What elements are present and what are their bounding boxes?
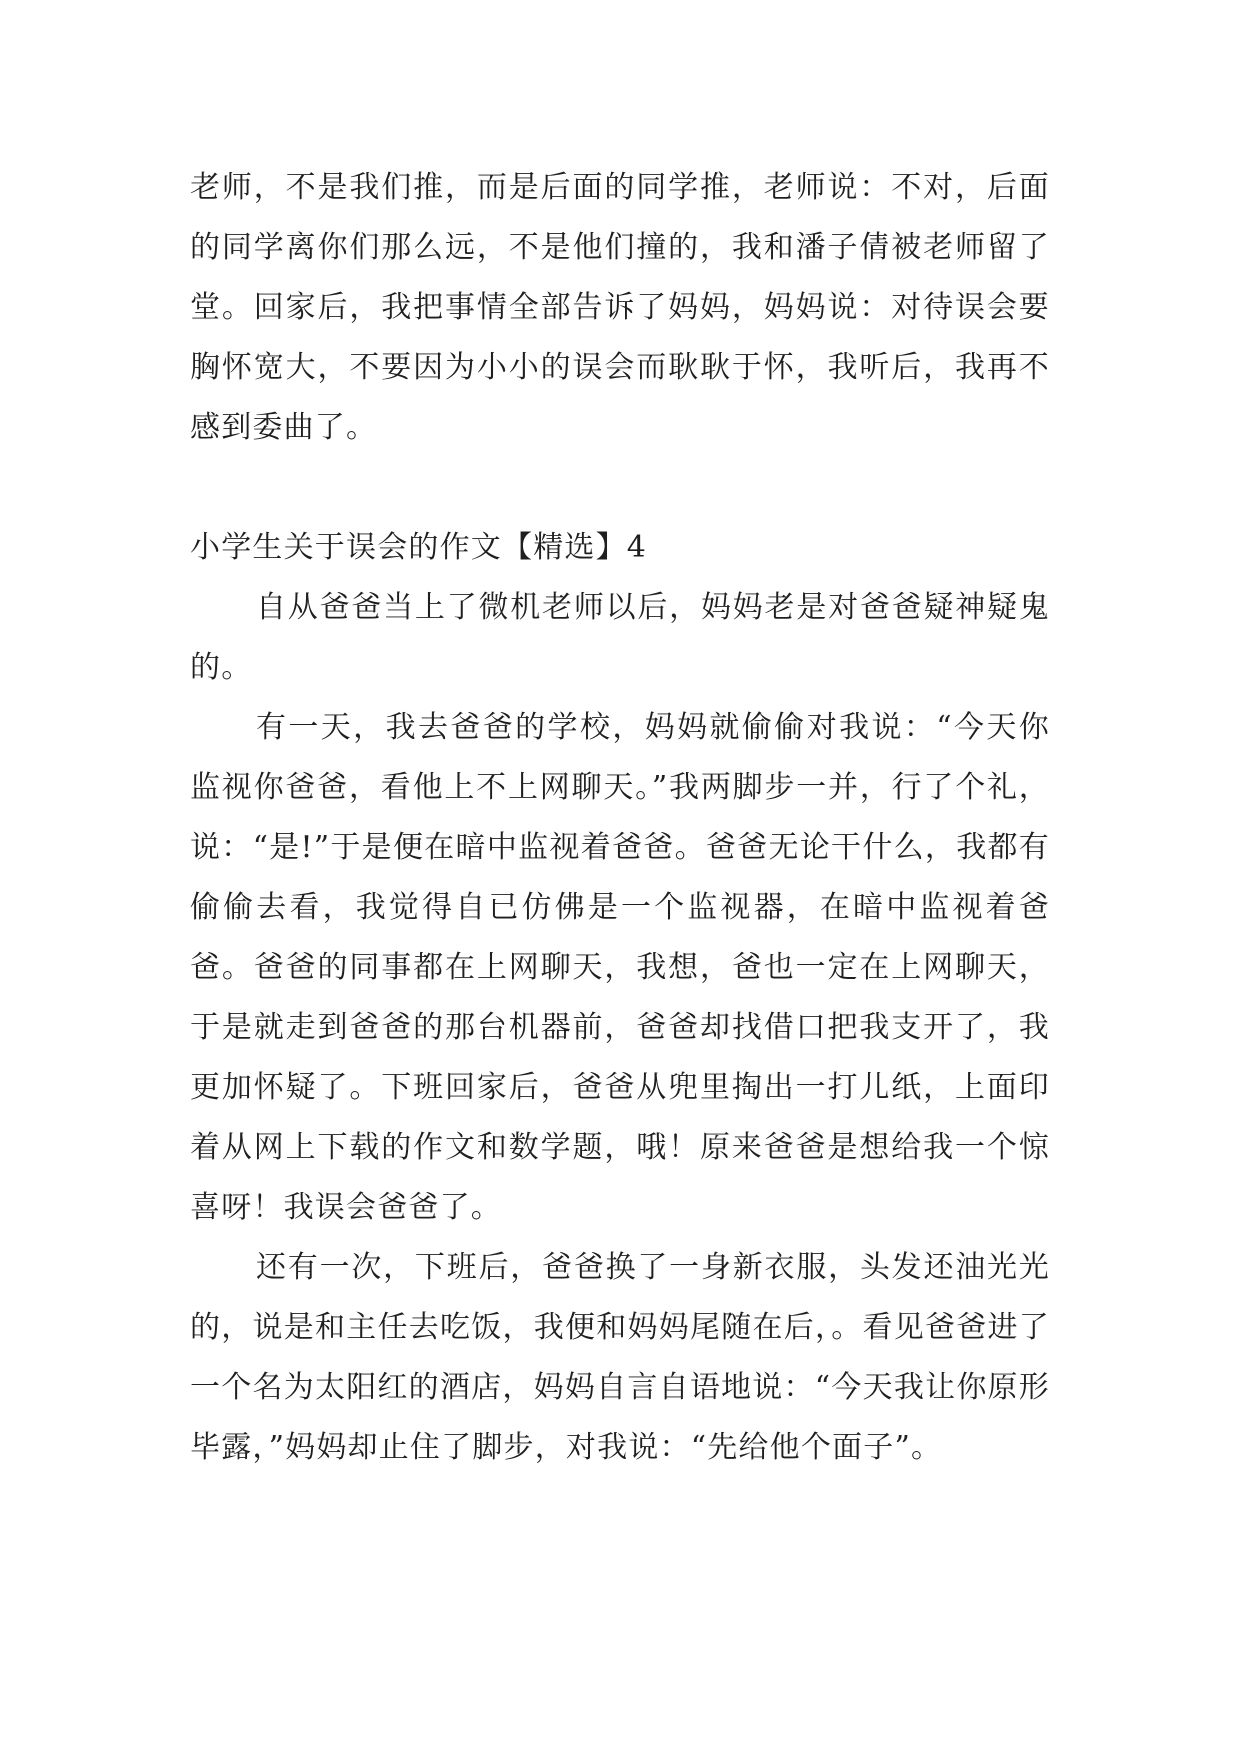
paragraph-3: 还有一次，下班后，爸爸换了一身新衣服，头发还油光光的，说是和主任去吃饭，我便和妈妈尾随在后，。看见爸爸进了一个名为太阳红的酒店，妈妈自言自语地说：“今天我让你原形毕露，”妈妈却止住了脚步，对我说：“先给他个面子”。 [190,1250,1050,1465]
paragraph-2: 有一天，我去爸爸的学校，妈妈就偷偷对我说：“今天你监视你爸爸，看他上不上网聊天。”我两脚步一并，行了个礼，说：“是!”于是便在暗中监视着爸爸。爸爸无论干什么，我都有偷偷去看，我觉得自已仿佛是一个监视器，在暗中监视着爸爸。爸爸的同事都在上网聊天，我想，爸也一定在上网聊天，于是就走到爸爸的那台机器前，爸爸却找借口把我支开了，我更加怀疑了。下班回家后，爸爸从兜里掏出一打儿纸，上面印着从网上下载的作文和数学题，哦！原来爸爸是想给我一个惊喜呀！我误会爸爸了。 [190,710,1050,1225]
continued-paragraph: 老师，不是我们推，而是后面的同学推，老师说：不对，后面的同学离你们那么远，不是他们撞的，我和潘子倩被老师留了堂。回家后，我把事情全部告诉了妈妈，妈妈说：对待误会要胸怀宽大，不要因为小小的误会而耿耿于怀，我听后，我再不感到委曲了。 [190,170,1050,445]
paragraph-1: 自从爸爸当上了微机老师以后，妈妈老是对爸爸疑神疑鬼的。 [190,590,1050,685]
document-body [190,158,1050,1478]
section-heading: 小学生关于误会的作文【精选】4 [190,530,648,565]
